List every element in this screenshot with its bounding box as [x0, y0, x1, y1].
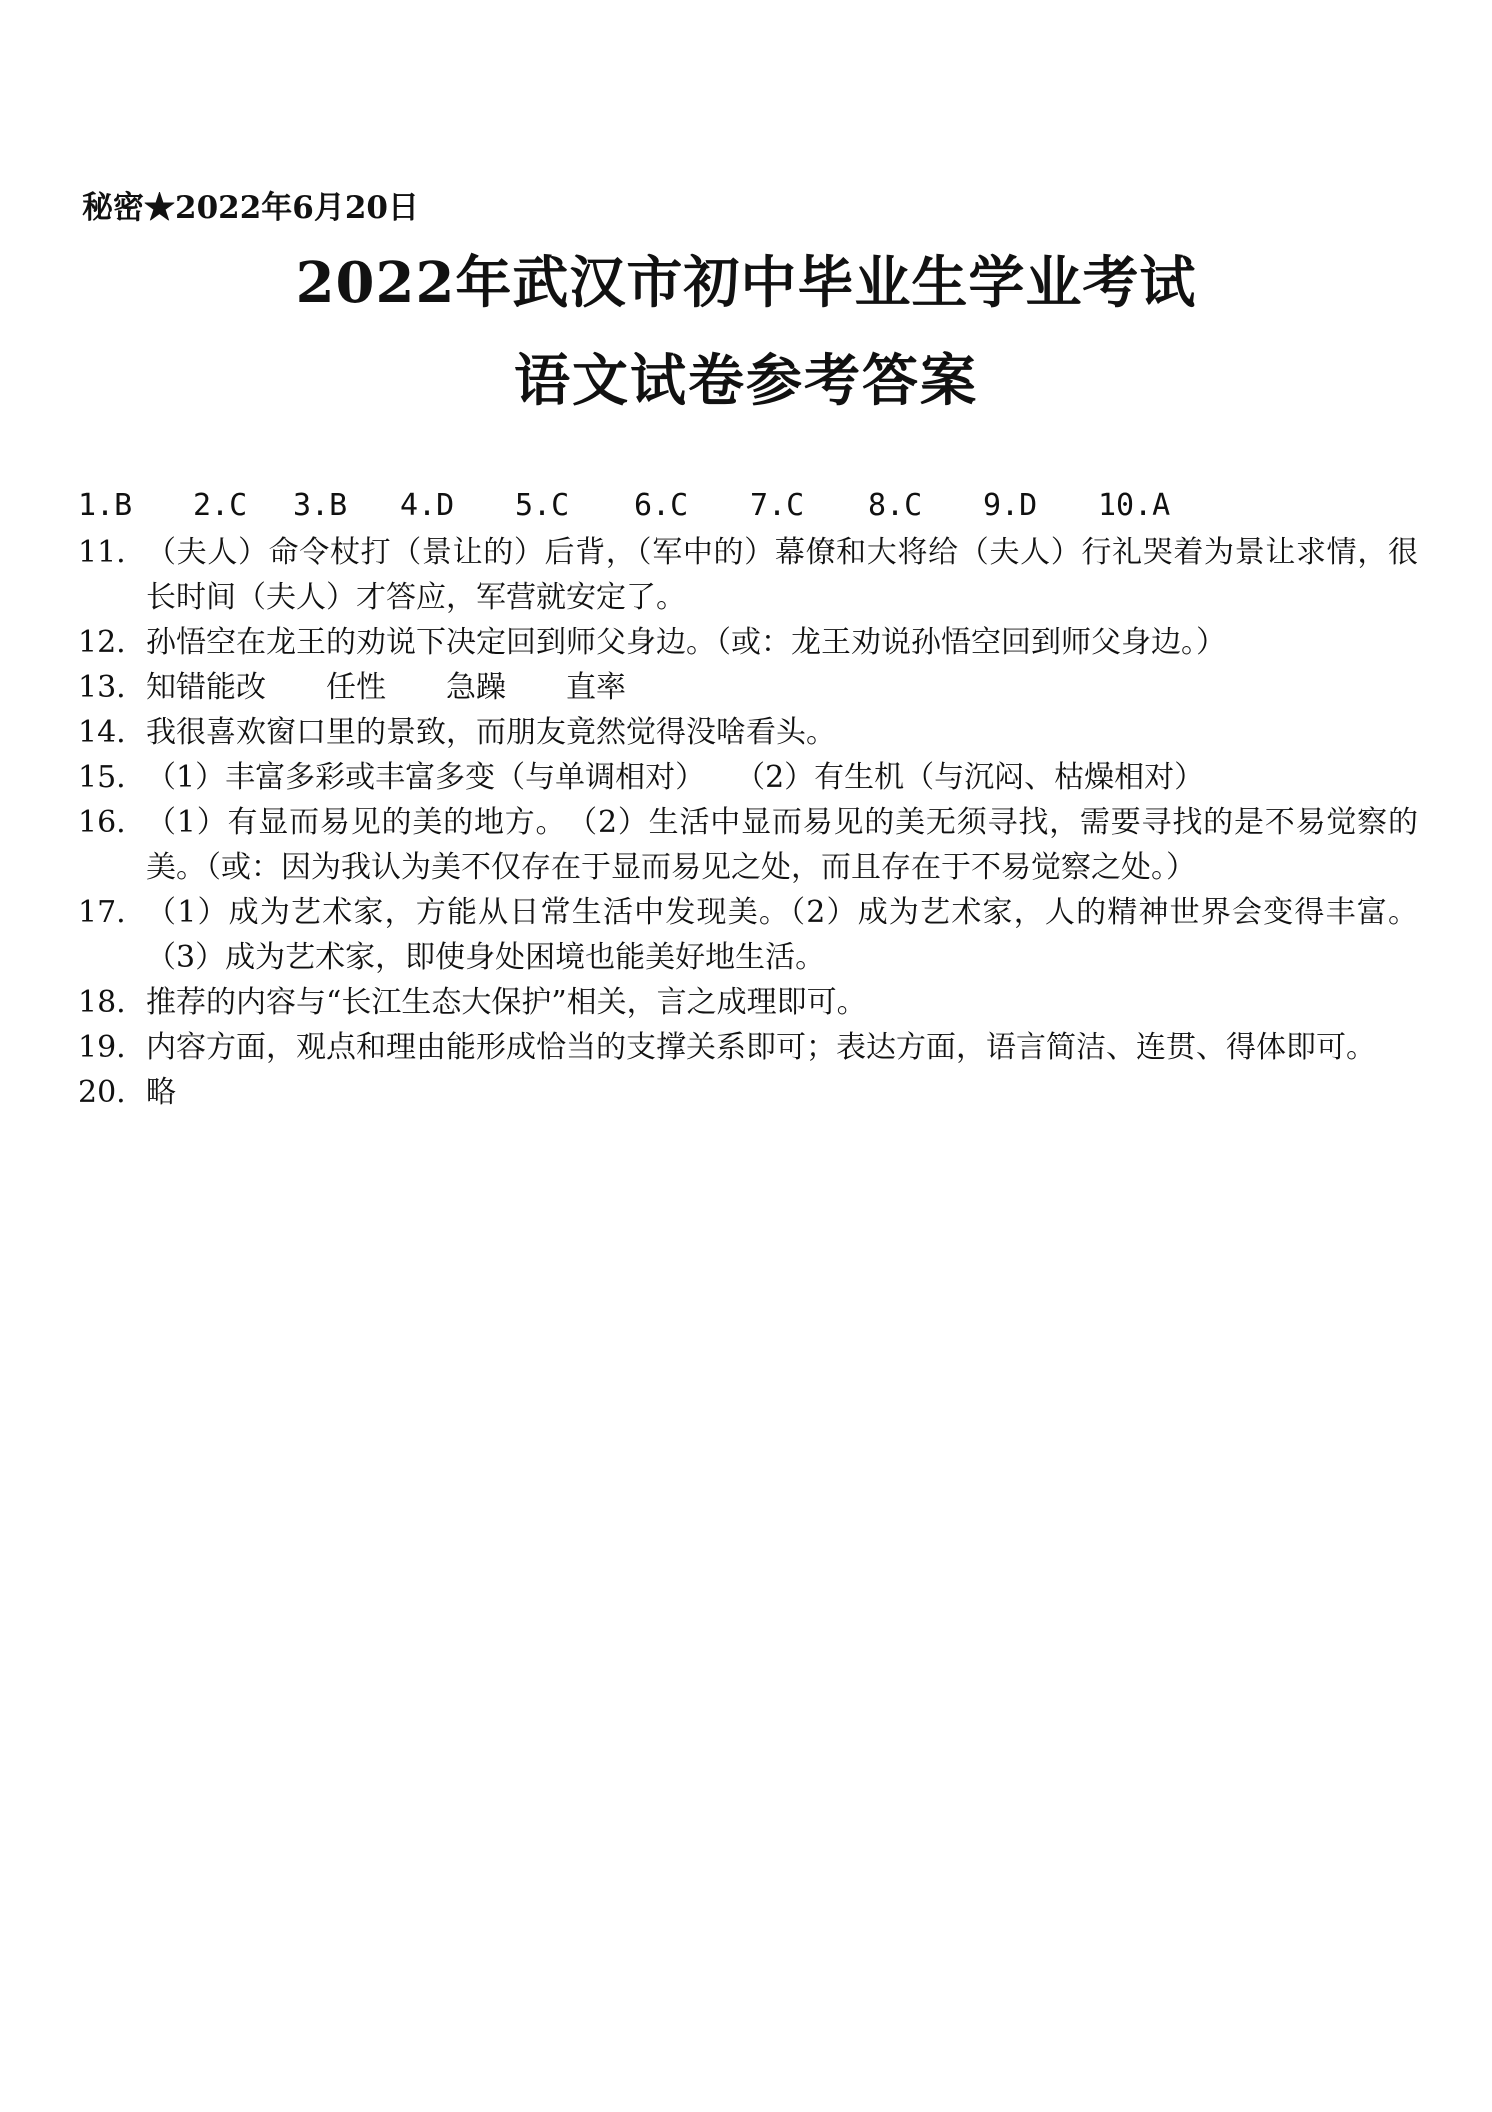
- answer-item-19: [78, 1025, 1418, 1070]
- exam-subtitle: 语文试卷参考答案: [514, 348, 978, 414]
- answer-item-16: [78, 800, 1418, 890]
- choice-answer-5: 5.C: [515, 488, 570, 523]
- choice-answer-1: 1.B: [78, 488, 133, 523]
- choice-answer-7: 7.C: [750, 488, 805, 523]
- answer-text: （1）成为艺术家，方能从日常生活中发现美。（2）成为艺术家，人的精神世界会变得丰富。（3）成为艺术家，即使身处困境也能美好地生活。: [146, 895, 1418, 975]
- answer-number: 19.: [78, 1030, 126, 1065]
- answer-number: 14.: [78, 715, 126, 750]
- choice-answer-4: 4.D: [400, 488, 455, 523]
- answer-text: 我很喜欢窗口里的景致，而朋友竟然觉得没啥看头。: [146, 715, 836, 750]
- answer-item-12: [78, 620, 1418, 665]
- choice-answer-10: 10.A: [1098, 488, 1171, 523]
- answer-text: 内容方面，观点和理由能形成恰当的支撑关系即可；表达方面，语言简洁、连贯、得体即可。: [146, 1030, 1376, 1065]
- answer-text: （1）丰富多彩或丰富多变（与单调相对） （2）有生机（与沉闷、枯燥相对）: [146, 760, 1205, 795]
- answer-number: 15.: [78, 760, 126, 795]
- choice-answer-3: 3.B: [293, 488, 348, 523]
- answer-number: 11.: [78, 535, 126, 570]
- answer-number: 12.: [78, 625, 126, 660]
- answer-item-14: [78, 710, 1418, 755]
- answer-number: 16.: [78, 805, 126, 840]
- answer-number: 18.: [78, 985, 126, 1020]
- answer-number: 20.: [78, 1075, 126, 1110]
- answer-item-15: [78, 755, 1418, 800]
- answer-item-13: [78, 665, 1418, 710]
- multiple-choice-answers-row: [78, 486, 1278, 526]
- choice-answer-9: 9.D: [983, 488, 1038, 523]
- answer-item-20: [78, 1070, 1418, 1115]
- answer-text: （夫人）命令杖打（景让的）后背，（军中的）幕僚和大将给（夫人）行礼哭着为景让求情，很长时间（夫人）才答应，军营就安定了。: [146, 535, 1418, 615]
- answer-number: 17.: [78, 895, 126, 930]
- exam-title: 2022年武汉市初中毕业生学业考试: [295, 250, 1197, 316]
- confidential-date-line: 秘密★2022年6月20日: [82, 190, 419, 226]
- answer-item-18: [78, 980, 1418, 1025]
- answer-item-17: [78, 890, 1418, 980]
- answer-text: 知错能改 任性 急躁 直率: [146, 670, 626, 705]
- choice-answer-6: 6.C: [634, 488, 689, 523]
- answer-text: 推荐的内容与“长江生态大保护”相关，言之成理即可。: [146, 985, 867, 1020]
- choice-answer-2: 2.C: [193, 488, 248, 523]
- answer-list: [78, 530, 1418, 1115]
- answer-text: （1）有显而易见的美的地方。 （2）生活中显而易见的美无须寻找，需要寻找的是不易觉察的美。（或：因为我认为美不仅存在于显而易见之处，而且存在于不易觉察之处。）: [146, 805, 1418, 885]
- choice-answer-8: 8.C: [868, 488, 923, 523]
- answer-text: 孙悟空在龙王的劝说下决定回到师父身边。（或：龙王劝说孙悟空回到师父身边。）: [146, 625, 1226, 660]
- answer-item-11: [78, 530, 1418, 620]
- answer-text: 略: [146, 1075, 176, 1110]
- answer-number: 13.: [78, 670, 126, 705]
